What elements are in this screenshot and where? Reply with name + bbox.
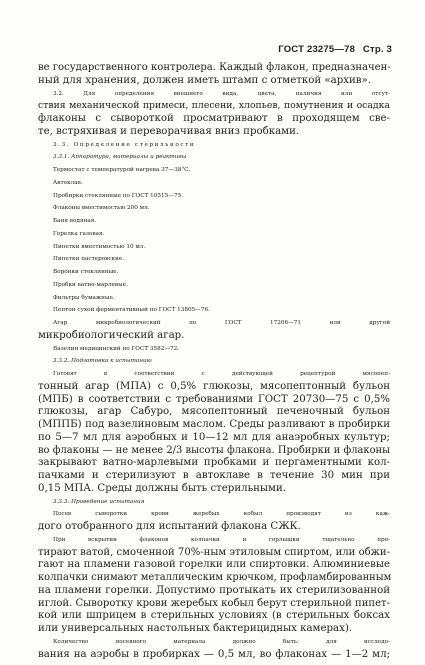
text-line: Пептон сухой ферментативный по ГОСТ 13805—76. [53,307,210,314]
text-line: флаконы с сывороткой просматривают в проходящем све- [38,113,390,124]
text-line: кой или шприцем в стерильных условиях (в стерильных боксах [38,610,390,622]
text-line: по 5—7 мл для аэробных и 10—12 мл для анаэробных культур; [38,431,390,443]
text-line: или универсальных настольных бактерицидных камерах). [38,623,353,634]
text-line: вания на аэробы в пробирках — 0,5 мл, во флаконах — 1—2 мл; [38,648,390,660]
text-line: При вскрытии флаконов колпачки и горлышки тщательно про- [53,536,390,543]
text-line: 3.3.3. Проведение испытания [53,498,145,505]
text-line: Посев сыворотки крови жеребых кобыл производят из каж- [53,511,390,518]
text-line: те, встряхивая и переворачивая вниз пробками. [38,125,300,137]
text-line: 3.3. Определение стерильности [53,141,196,148]
text-line: на пламени горелки. Допустимо протыкать их стерилизованной [38,584,390,596]
text-line: (МПБ) в соответствии с требованиями ГОСТ 20730—75 с 0,5% [38,393,390,405]
text-line: Вазелин медицинский по ГОСТ 3582—72. [53,345,180,352]
text-line: гают на пламени газовой горелки или спиртовки. Алюминиевые [38,559,390,571]
text-line: иглой. Сыворотку крови жеребых кобыл берут стерильной пипет- [38,597,390,609]
text-line: тонный агар (МПА) с 0,5% глюкозы, мясопептонный бульон [38,380,390,392]
text-line: Пипетки вместимостью 10 мл. [53,243,146,250]
text-line: Горелка газовая. [53,230,105,237]
text-line: Агар микробиологический по ГОСТ 17206—71 или другой [53,320,390,326]
text-line: 3.3.2. Подготовка к испытанию [53,358,152,365]
text-line: (МППБ) под вазелиновым маслом. Среды разливают в пробирки [38,419,390,430]
text-line: микробиологический агар. [38,329,185,341]
text-line: колпачки снимают металлическим крючком, профламбированным [38,572,392,583]
text-line: 3.2. Для определения внешнего вида, цвета, наличия или отсут- [53,90,390,97]
page-header [278,44,392,55]
text-line: Флаконы вместимостью 200 мл. [53,205,150,212]
text-line: ный для хранения, должен иметь штамп с отметкой «архив». [38,74,371,86]
text-line: пачками и стерилизуют в автоклаве в течение 30 мин при [38,470,390,481]
text-line: Термостат с температурой нагрева 37—38°С. [53,167,191,173]
page-number: Стр. 3 [362,44,392,55]
text-line: Пипетки пастеровские. [53,256,125,263]
text-line: закрывают ватно-марлевыми пробками и пергаментными кол- [38,457,390,469]
text-line: Пробирки стеклянные по ГОСТ 10515—75. [53,192,183,199]
text-line: Количество посевного материала должно быть: для исследо- [53,638,390,645]
text-line: глюкозы, агар Сабуро, мясопептонный печеночный бульон [38,406,390,418]
text-line: ве государственного контролера. Каждый флакон, предназначен- [38,62,391,73]
document-body [38,62,390,661]
text-line: тирают ватой, смоченной 70%-ным этиловым спиртом, или обжи- [38,546,390,558]
text-line: Воронки стеклянные. [53,269,119,275]
text-line: Готовят в соответствии с действующей рецептурой мясопеп- [53,371,390,377]
text-line: 0,15 МПА. Среды должны быть стерильными. [38,482,286,494]
text-line: Баня водяная. [53,218,97,224]
text-line: Фильтры бумажные. [53,294,115,301]
text-line: дого отобранного для испытаний флакона СЖК. [38,521,301,532]
text-line: ствия механической примеси, плесени, хлопьев, помутнения и осадка [38,100,390,112]
standard-number: ГОСТ 23275—78 [278,44,356,55]
text-line: Пробки ватно-марлевые. [53,281,128,288]
text-line: Автоклав. [53,179,83,186]
text-line: во флаконы — не менее 2/3 высоты флакона. Пробирки и флаконы [38,444,390,456]
text-line: 3.3.1. Аппаратура, материалы и реактивы [53,154,187,161]
